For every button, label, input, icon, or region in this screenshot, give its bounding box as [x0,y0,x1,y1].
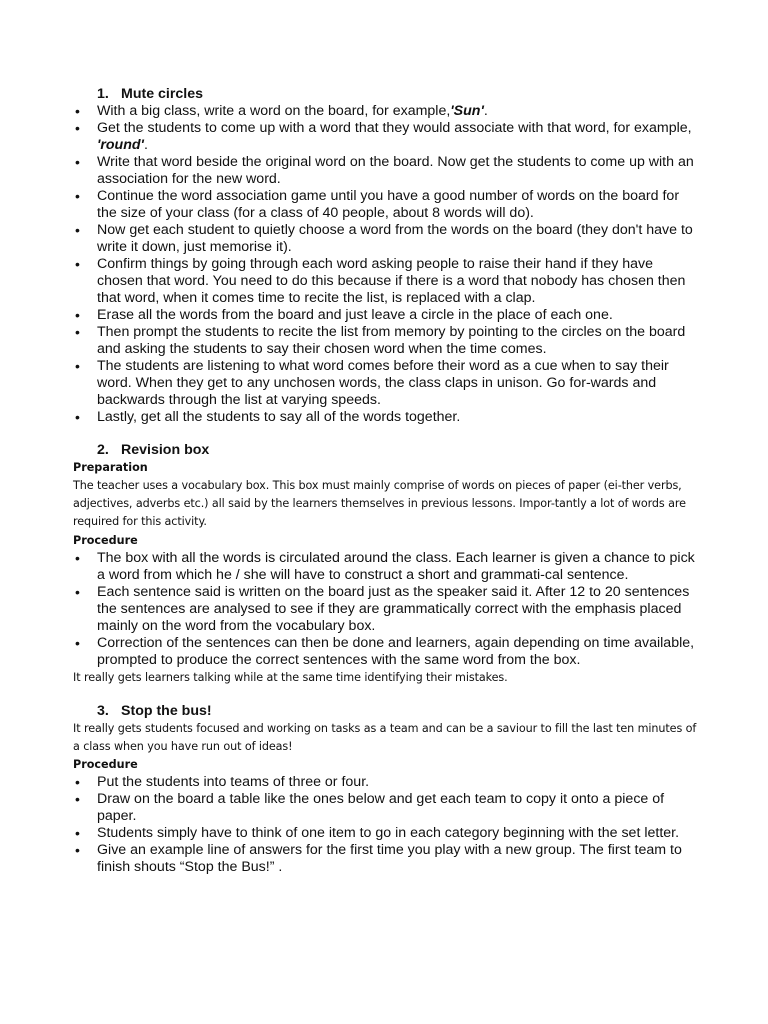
procedure-label: Procedure [73,758,138,772]
section-title: Revision box [121,442,210,458]
list-item: • Continue the word association game until you have a good number of words on the board for the size of your class (for a class of 40 people, about 8 words will do). [73,188,698,222]
procedure-label: Procedure [73,533,138,547]
stop-the-bus-list [73,774,698,876]
section-number: 1. [97,86,109,102]
closing-text: It really gets learners talking while at the same time identifying their mistakes. [73,670,508,684]
list-item: • With a big class, write a word on the board, for example,'Sun'. [73,103,698,120]
list-item: • Correction of the sentences can then be done and learners, again depending on time available, prompted to produce the correct sentences with the same word from the box. [73,635,698,669]
list-item: • Then prompt the students to recite the list from memory by pointing to the circles on the board and asking the students to say their chosen word when the time comes. [73,324,698,358]
list-item: • Write that word beside the original word on the board. Now get the students to come up with an association for the new word. [73,154,698,188]
list-item: • Now get each student to quietly choose a word from the words on the board (they don't have to write it down, just memorise it). [73,222,698,256]
list-item: • Lastly, get all the students to say all of the words together. [73,409,698,426]
list-item: • Give an example line of answers for the first time you play with a new group. The first team to finish shouts “Stop the Bus!” . [73,842,698,876]
section-heading-revision-box [73,442,698,459]
section-heading-stop-the-bus [73,703,698,720]
section-number: 2. [97,442,109,458]
list-item: • Each sentence said is written on the board just as the speaker said it. After 12 to 20 sentences the sentences are analysed to see if they are grammatically correct with the emphasis placed mainly on the word from the vocabulary box. [73,584,698,635]
intro-text: It really gets students focused and working on tasks as a team and can be a saviour to fill the last ten minutes of a class when you have run out of ideas! [73,721,697,754]
list-item: • Get the students to come up with a word that they would associate with that word, for example, 'round'. [73,120,698,154]
list-item: • Put the students into teams of three or four. [73,774,698,791]
revision-box-list [73,550,698,669]
section-title: Stop the bus! [121,702,212,719]
section-title: Mute circles [121,86,204,102]
list-item: • The students are listening to what word comes before their word as a cue when to say their word. When they get to any unchosen words, the class claps in unison. Go for-wards and backwards through the list at varying speeds. [73,358,698,409]
preparation-label: Preparation [73,461,148,474]
list-item: • Confirm things by going through each word asking people to raise their hand if they have chosen that word. You need to do this because if there is a word that nobody has chosen then that word, when it comes time to recite the list, is replaced with a clap. [73,256,698,307]
mute-circles-list [73,103,698,426]
preparation-text: The teacher uses a vocabulary box. This box must mainly comprise of words on pieces of paper (ei-ther verbs, adjectives, adverbs etc.) all said by the learners themselves in previous lessons. Impor-tantly a lot of words are required for this activity. [73,479,686,529]
section-heading-mute-circles [73,86,698,103]
section-number: 3. [97,702,109,719]
list-item: • The box with all the words is circulated around the class. Each learner is given a chance to pick a word from which he / she will have to construct a short and grammati-cal sentence. [73,550,698,584]
list-item: • Students simply have to think of one item to go in each category beginning with the set letter. [73,825,698,842]
list-item: • Erase all the words from the board and just leave a circle in the place of each one. [73,307,698,324]
list-item: • Draw on the board a table like the ones below and get each team to copy it onto a piece of paper. [73,791,698,825]
